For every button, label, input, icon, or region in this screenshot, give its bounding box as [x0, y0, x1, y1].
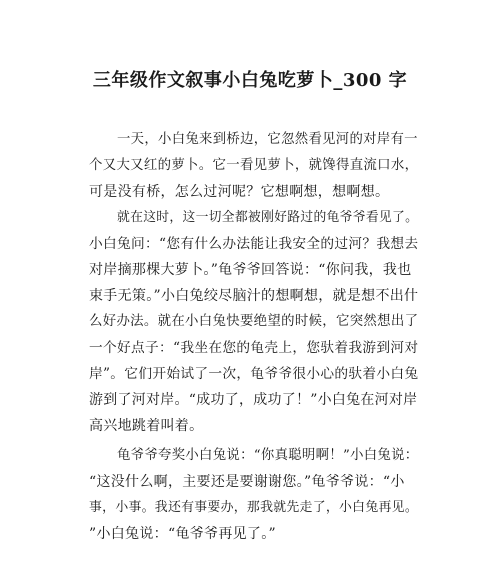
- text-line: 就在这时，这一切全都被刚好路过的龟爷爷看见了。: [117, 210, 419, 225]
- text-line: 游到了河对岸。“成功了，成功了！”小白兔在河对岸: [89, 392, 418, 408]
- text-line: 束手无策。”小白兔绞尽脑汁的想啊想，就是想不出什: [89, 288, 419, 304]
- text-line: 龟爷爷夸奖小白兔说：“你真聪明啊！”小白兔说：: [117, 448, 419, 463]
- text-line: 可是没有桥，怎么过河呢？它想啊想，想啊想。: [89, 184, 390, 200]
- text-line: 么好办法。就在小白兔快要绝望的时候，它突然想出了: [89, 314, 419, 329]
- text-line: ”小白兔说：“龟爷爷再见了。”: [89, 526, 276, 542]
- text-line: 对岸摘那棵大萝卜。”龟爷爷回答说：“你问我，我也: [89, 262, 412, 278]
- text-line: “这没什么啊，主要还是要谢谢您。”龟爷爷说：“小: [89, 474, 405, 490]
- text-line: 小白兔问：“您有什么办法能让我安全的过河？我想去: [89, 236, 419, 252]
- text-line: 一天，小白兔来到桥边，它忽然看见河的对岸有一: [117, 132, 418, 147]
- text-line: 个又大又红的萝卜。它一看见萝卜，就馋得直流口水，: [89, 158, 419, 173]
- document-title: 三年级作文叙事小白兔吃萝卜_300 字: [92, 70, 408, 91]
- text-line: 高兴地跳着叫着。: [89, 418, 204, 434]
- text-line: 事，小事。我还有事要办，那我就先走了，小白兔再见。: [89, 500, 418, 515]
- text-line: 岸”。它们开始试了一次，龟爷爷很小心的驮着小白兔: [89, 366, 419, 382]
- text-line: 一个好点子：“我坐在您的龟壳上，您驮着我游到河对: [89, 340, 419, 356]
